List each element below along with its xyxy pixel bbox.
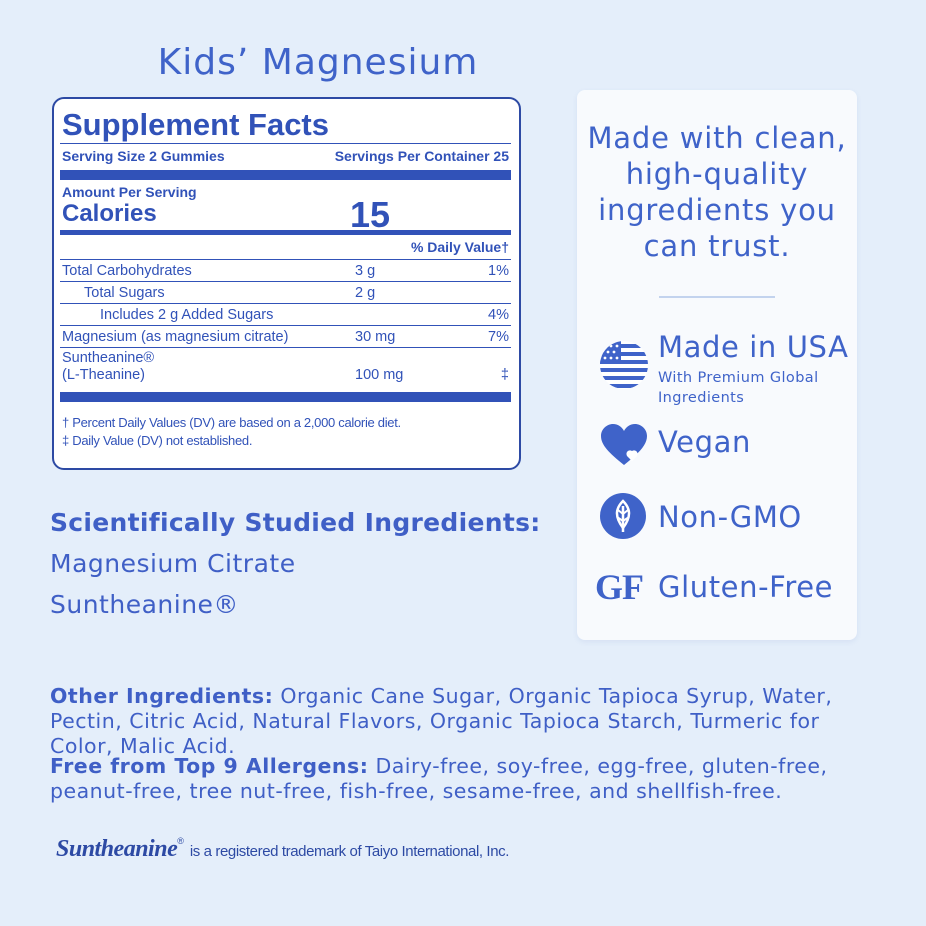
nutrient-dv: 4%: [488, 307, 509, 323]
daily-value-header: % Daily Value†: [60, 235, 511, 260]
nutrient-name: Total Carbohydrates: [62, 263, 192, 279]
studied-ingredients-heading: Scientifically Studied Ingredients:: [50, 508, 541, 537]
heart-icon: [599, 423, 649, 467]
footnotes: [60, 402, 511, 450]
other-ingredients: [50, 684, 880, 759]
nutrient-name-line1: Suntheanine®: [62, 350, 155, 366]
nutrient-name: [62, 350, 154, 384]
nutrient-row: [60, 304, 511, 326]
footnote: † Percent Daily Values (DV) are based on a 2,000 calorie diet.: [62, 415, 401, 430]
nutrient-row: [60, 260, 511, 282]
studied-ingredient: Suntheanine®: [50, 590, 239, 619]
other-ingredients-label: Other Ingredients:: [50, 684, 274, 708]
serving-size: Serving Size 2 Gummies: [62, 148, 225, 164]
allergens-label: Free from Top 9 Allergens:: [50, 754, 369, 778]
us-flag-globe-icon: [599, 340, 649, 390]
studied-ingredients: [50, 508, 541, 619]
suntheanine-logo: Suntheanine: [56, 836, 178, 862]
supplement-facts-panel: [52, 97, 521, 470]
nutrient-row: [60, 348, 511, 388]
nutrient-amount: 100 mg: [355, 367, 404, 383]
divider: [659, 296, 775, 298]
other-ingredients-text: Organic Cane Sugar, Organic Tapioca Syrup, Water, Pectin, Citric Acid, Natural Flavors, Organic Tapioca Starch, Turmeric for Color, Malic Acid.: [50, 684, 833, 758]
gf-icon: GF: [595, 567, 643, 607]
divider-thick: [60, 170, 511, 180]
nutrient-amount: 3 g: [355, 263, 376, 279]
footnote: ‡ Daily Value (DV) not established.: [62, 433, 253, 448]
serving-row: [60, 144, 511, 168]
studied-ingredient: Magnesium Citrate: [50, 549, 296, 578]
allergens: [50, 754, 880, 804]
nutrient-amount: 30 mg: [355, 329, 396, 345]
badge-sublabel: With Premium Global Ingredients: [658, 370, 819, 406]
badge-label: Gluten-Free: [658, 570, 834, 604]
calories-row: [60, 194, 511, 235]
allergens-text: Dairy-free, soy-free, egg-free, gluten-free, peanut-free, tree nut-free, fish-free, sesame-free, and shellfish-free.: [50, 754, 828, 803]
nutrient-name: Includes 2 g Added Sugars: [100, 307, 274, 323]
badge-label: Non-GMO: [658, 500, 802, 534]
nutrient-dv: 7%: [488, 329, 509, 345]
nutrient-dv: ‡: [500, 367, 509, 383]
servings-per-container: Servings Per Container 25: [334, 148, 509, 164]
supplement-facts-heading: Supplement Facts: [62, 107, 329, 142]
registered-mark: ®: [177, 836, 184, 846]
amount-per-serving: Amount Per Serving: [62, 184, 197, 200]
nutrient-name: Total Sugars: [84, 285, 165, 301]
page-title: Kids’ Magnesium: [157, 42, 479, 83]
nutrient-name: Magnesium (as magnesium citrate): [62, 329, 289, 345]
calories-label: Calories: [62, 200, 157, 227]
leaf-icon: [599, 492, 647, 540]
nutrient-name-line2: (L-Theanine): [62, 367, 146, 383]
trademark-text: is a registered trademark of Taiyo International, Inc.: [189, 843, 510, 860]
nutrient-row: [60, 326, 511, 348]
benefits-card: [577, 90, 857, 640]
nutrient-dv: 1%: [488, 263, 509, 279]
nutrient-row: [60, 282, 511, 304]
badge-label: Made in USA: [658, 330, 849, 364]
divider-thick: [60, 392, 511, 402]
calories-value: 15: [350, 194, 391, 235]
card-tagline: Made with clean, high-quality ingredients you can trust.: [587, 121, 847, 263]
badge-label: Vegan: [658, 425, 751, 459]
nutrient-amount: 2 g: [355, 285, 376, 301]
trademark-note: [56, 836, 509, 863]
